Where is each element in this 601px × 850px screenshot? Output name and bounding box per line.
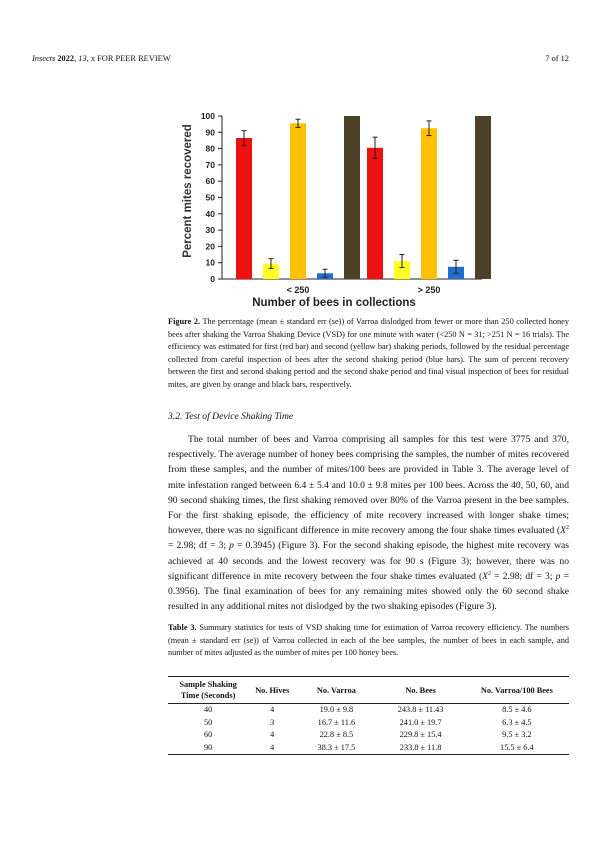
table-cell: 8.5 ± 4.6 bbox=[502, 705, 532, 714]
table-header-cell: No. Bees bbox=[405, 685, 436, 695]
table-row bbox=[168, 704, 569, 717]
figure-caption-text: The percentage (mean ± standard err (se)) of Varroa dislodged from fewer or more than 250 collected honey bees after shaking the Varroa Shaking Device (VSD) for one minute with water (<250 N = 31; >251 N = 16 trials). The efficiency was estimated for first (red bar) and second (yellow bar) shaking periods, followed by the residual percentage collected from careful inspection of bees after the second shaking period (blue bars). The sum of percent recovery between the first and second shaking period and the second shake period and final visual inspection of bees for residual mites, are given by orange and black bars, respectively. bbox=[168, 317, 569, 389]
figure-caption bbox=[168, 316, 569, 392]
table-cell: 243.8 ± 11.43 bbox=[397, 705, 444, 714]
table-cell: 22.8 ± 8.5 bbox=[319, 730, 354, 739]
table-cell: 90 bbox=[203, 742, 213, 752]
table-caption bbox=[168, 622, 569, 660]
table-caption-text: Summary statistics for tests of VSD shaking time for estimation of Varroa recovery efficiency. The numbers (mean ± standard err (se)) of Varroa collected in each of the bee samples, the number of bees in each sample, and number of mites adjusted as the number of mites per 100 honey bees. bbox=[168, 623, 569, 658]
table-row bbox=[168, 742, 569, 755]
table-header-row bbox=[168, 677, 569, 704]
x-tick-label: < 250 bbox=[286, 285, 310, 295]
table-cell: 40 bbox=[203, 705, 213, 714]
y-tick-label: 60 bbox=[205, 176, 215, 187]
bar bbox=[421, 128, 437, 279]
page-number: 7 of 12 bbox=[545, 54, 569, 63]
y-tick-label: 50 bbox=[205, 192, 215, 203]
table-cell: 233.8 ± 11.8 bbox=[399, 742, 442, 752]
bar bbox=[290, 123, 306, 279]
table-cell: 15.5 ± 6.4 bbox=[500, 742, 534, 752]
table-cell: 241.0 ± 19.7 bbox=[399, 717, 442, 727]
table-cell: 4 bbox=[270, 730, 275, 739]
body-paragraph: The total number of bees and Varroa comprising all samples for this test were 3775 and 370, respectively. The average number of honey bees comprising the samples, the number of mites recovered from these samples, and the number of mites/100 bees are provided in Table 3. The average level of mite infestation ranged between 6.4 ± 5.4 and 10.0 ± 9.8 mites per 100 bees. Across the 40, 50, 60, and 90 second shaking times, the first shaking removed over 80% of the Varroa present in the bee samples. For the first shaking episode, the efficiency of mite recovery increased with longer shake times; however, there was no significant difference in mite recovery among the four shake times evaluated ($X^2 = 2.98$; df = 3; p = 0.3945) (Figure 3). For the second shaking episode, the highest mite recovery was achieved at 40 seconds and the lowest recovery was for 90 s (Figure 3); however, there was no significant difference in mite recovery between the four shake times evaluated ($X^2 = 2.98$; df = 3; p = 0.3956). The final examination of bees for any remaining mites showed only the 60 second shake resulted in any additional mites not dislodged by the two shaking episodes (Figure 3). bbox=[168, 434, 569, 613]
table-cell: 38.3 ± 17.5 bbox=[317, 742, 356, 752]
table-cell: 9.5 ± 3.2 bbox=[502, 730, 532, 739]
y-tick-label: 70 bbox=[205, 159, 215, 170]
x-tick-label: > 250 bbox=[417, 285, 441, 295]
table-cell: 3 bbox=[270, 717, 275, 727]
table-header-cell: Sample Shaking Time (Seconds) bbox=[179, 680, 237, 700]
y-tick-label: 100 bbox=[200, 111, 215, 121]
bar bbox=[475, 116, 491, 279]
x-axis-label: Number of bees in collections bbox=[252, 297, 416, 309]
table-cell: 4 bbox=[270, 705, 275, 714]
table-cell: 4 bbox=[270, 742, 275, 752]
table-cell: 16.7 ± 11.6 bbox=[317, 717, 356, 727]
table-caption-label: Table 3. bbox=[168, 623, 197, 632]
table-cell: 19.0 ± 9.8 bbox=[319, 705, 354, 714]
table-row bbox=[168, 729, 569, 742]
y-tick-label: 90 bbox=[205, 127, 215, 138]
section-heading: 3.2. Test of Device Shaking Time bbox=[168, 411, 294, 422]
table-cell: 6.3 ± 4.5 bbox=[502, 717, 532, 727]
y-tick-label: 10 bbox=[205, 257, 215, 268]
bar bbox=[236, 138, 252, 279]
table-cell: 229.8 ± 15.4 bbox=[399, 730, 442, 739]
table-row bbox=[168, 717, 569, 730]
y-tick-label: 0 bbox=[210, 274, 215, 284]
table-cell: 50 bbox=[203, 717, 213, 727]
table-header-cell: No. Varroa bbox=[316, 685, 356, 695]
stats-table bbox=[168, 676, 569, 755]
table-cell: 60 bbox=[203, 730, 213, 739]
y-tick-label: 20 bbox=[205, 241, 215, 252]
journal-citation: Insects 2022, 13, x FOR PEER REVIEW bbox=[32, 54, 171, 63]
y-tick-label: 40 bbox=[205, 208, 215, 219]
bar-chart bbox=[170, 104, 500, 314]
bar bbox=[367, 148, 383, 279]
table-header-cell: No. Varroa/100 Bees bbox=[480, 685, 553, 695]
bar bbox=[344, 116, 360, 279]
table-header-cell: No. Hives bbox=[255, 685, 290, 695]
y-axis-label: Percent mites recovered bbox=[182, 124, 194, 258]
y-tick-label: 80 bbox=[205, 143, 215, 154]
figure-caption-label: Figure 2. bbox=[168, 317, 201, 326]
y-tick-label: 30 bbox=[205, 225, 215, 236]
